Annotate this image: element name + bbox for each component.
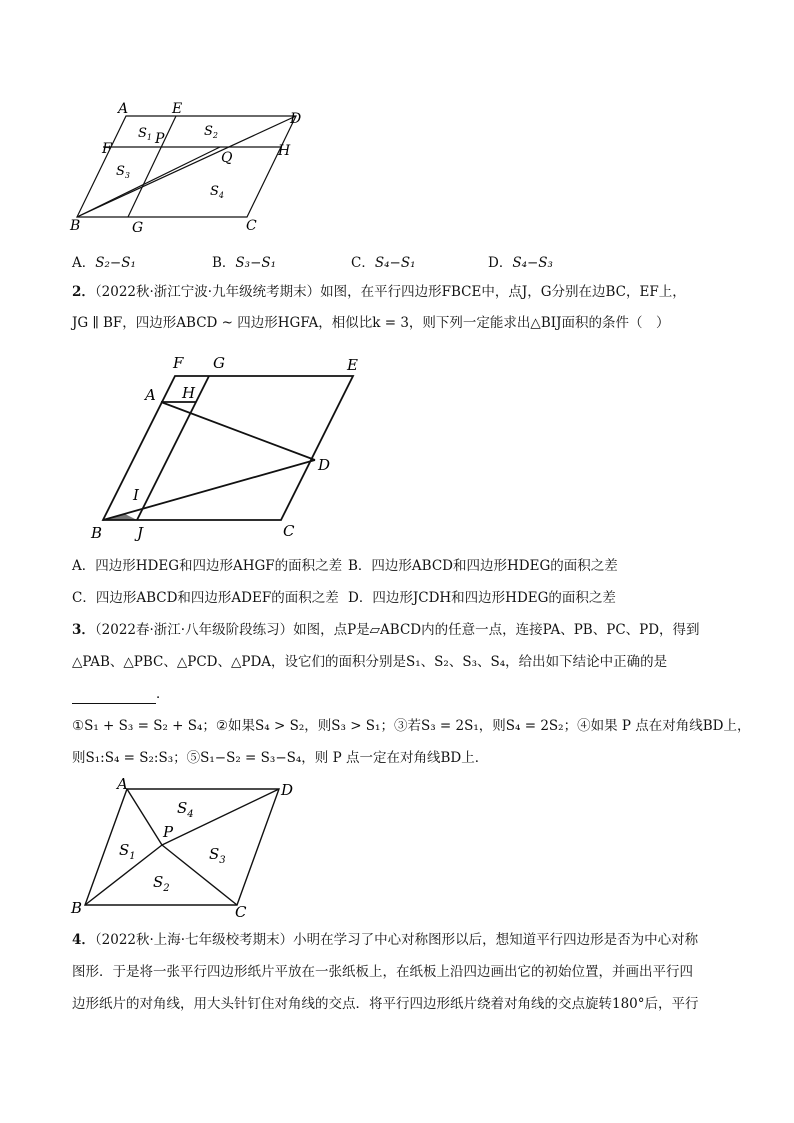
fig3-area-s4: $S_4$	[177, 799, 194, 820]
q1-choice-c[interactable]: C．S₄−S₁	[351, 255, 416, 271]
fig2-label-E: E	[347, 356, 358, 374]
fig3-label-A: A	[117, 775, 128, 793]
fig1-label-P: P	[155, 131, 165, 147]
fig1-label-H: H	[278, 143, 291, 159]
q4-line-3: 边形纸片的对角线，用大头针钉住对角线的交点．将平行四边形纸片绕着对角线的交点旋转180°后，平行	[72, 996, 699, 1012]
q2-choice-row-2	[72, 588, 616, 608]
fig1-label-E: E	[172, 101, 183, 117]
fig2-label-C: C	[283, 522, 295, 540]
q3-line-4: ①S₁ + S₃ = S₂ + S₄；②如果S₄ > S₂，则S₃ > S₁；③若S₃ = 2S₁，则S₄ = 2S₂；④如果 P 点在对角线BD上，	[72, 718, 751, 734]
q2-choice-a[interactable]: A．四边形HDEG和四边形AHGF的面积之差	[72, 558, 343, 574]
fig1-label-A: A	[118, 101, 129, 117]
fig2-label-H: H	[182, 384, 196, 402]
fig3-area-s3: $S_3$	[209, 845, 226, 866]
q4-line-1: 4．（2022秋·上海·七年级校考期末）小明在学习了中心对称图形以后，想知道平行四边形是否为中心对称	[72, 932, 699, 948]
fig2-label-J: J	[137, 524, 144, 542]
q2-line-2: JG ∥ BF，四边形ABCD ~ 四边形HGFA，相似比k = 3，则下列一定能求出△BIJ面积的条件（ ）	[72, 315, 670, 331]
fig2-label-D: D	[318, 456, 331, 474]
q3-answer-blank[interactable]	[72, 689, 156, 704]
q2-choice-row-1	[72, 556, 618, 576]
fig1-label-Q: Q	[221, 150, 233, 166]
fig3-area-s1: $S_1$	[119, 841, 136, 862]
fig1-label-D: D	[290, 111, 302, 127]
fig1-label-G: G	[132, 220, 144, 236]
figure-3-parallelogram	[65, 775, 305, 920]
fig2-label-B: B	[91, 524, 103, 542]
q2-choice-c[interactable]: C．四边形ABCD和四边形ADEF的面积之差	[72, 590, 339, 606]
fig3-label-P: P	[163, 823, 174, 841]
fig1-label-F: F	[102, 141, 112, 157]
fig2-label-A: A	[145, 386, 156, 404]
q2-choice-d[interactable]: D．四边形JCDH和四边形HDEG的面积之差	[348, 590, 616, 606]
q3-number: 3．	[72, 622, 95, 638]
q2-line-1: 2．（2022秋·浙江宁波·九年级统考期末）如图，在平行四边形FBCE中，点J，G分别在边BC，EF上，	[72, 284, 686, 300]
fig2-label-F: F	[173, 354, 184, 372]
q1-choice-b[interactable]: B．S₃−S₁	[212, 255, 277, 271]
q2-number: 2．	[72, 284, 95, 300]
q3-line-2: △PAB、△PBC、△PCD、△PDA，设它们的面积分别是S₁、S₂、S₃、S₄，给出如下结论中正确的是	[72, 654, 668, 670]
fig1-label-C: C	[246, 218, 257, 234]
fig1-area-s4: $S_4$	[210, 184, 224, 200]
q1-choice-a[interactable]: A．S₂−S₁	[72, 255, 136, 271]
fig2-label-I: I	[133, 486, 139, 504]
fig3-area-s2: $S_2$	[153, 873, 170, 894]
fig1-area-s3: $S_3$	[116, 164, 130, 180]
q1-choice-d[interactable]: D．S₄−S₃	[488, 255, 553, 271]
q4-line-2: 图形．于是将一张平行四边形纸片平放在一张纸板上，在纸板上沿四边画出它的初始位置，并画出平行四	[72, 964, 693, 980]
fig3-label-B: B	[71, 899, 83, 917]
q3-line-3: ．	[72, 684, 170, 704]
fig3-label-C: C	[235, 903, 247, 921]
fig1-area-s2: $S_2$	[204, 124, 218, 140]
figure-2-parallelogram	[85, 350, 375, 545]
q2-choice-b[interactable]: B．四边形ABCD和四边形HDEG的面积之差	[348, 558, 618, 574]
q3-line-1: 3．（2022春·浙江·八年级阶段练习）如图，点P是▱ABCD内的任意一点，连接PA、PB、PC、PD，得到	[72, 622, 700, 638]
fig2-label-G: G	[213, 354, 225, 372]
fig1-label-B: B	[70, 218, 81, 234]
q3-line-5: 则S₁:S₄ = S₂:S₃；⑤S₁−S₂ = S₃−S₄，则 P 点一定在对角线BD上．	[72, 750, 489, 766]
q4-number: 4．	[72, 932, 95, 948]
fig1-area-s1: $S_1$	[138, 126, 152, 142]
figure-1-parallelogram	[60, 95, 340, 240]
fig3-label-D: D	[281, 781, 294, 799]
